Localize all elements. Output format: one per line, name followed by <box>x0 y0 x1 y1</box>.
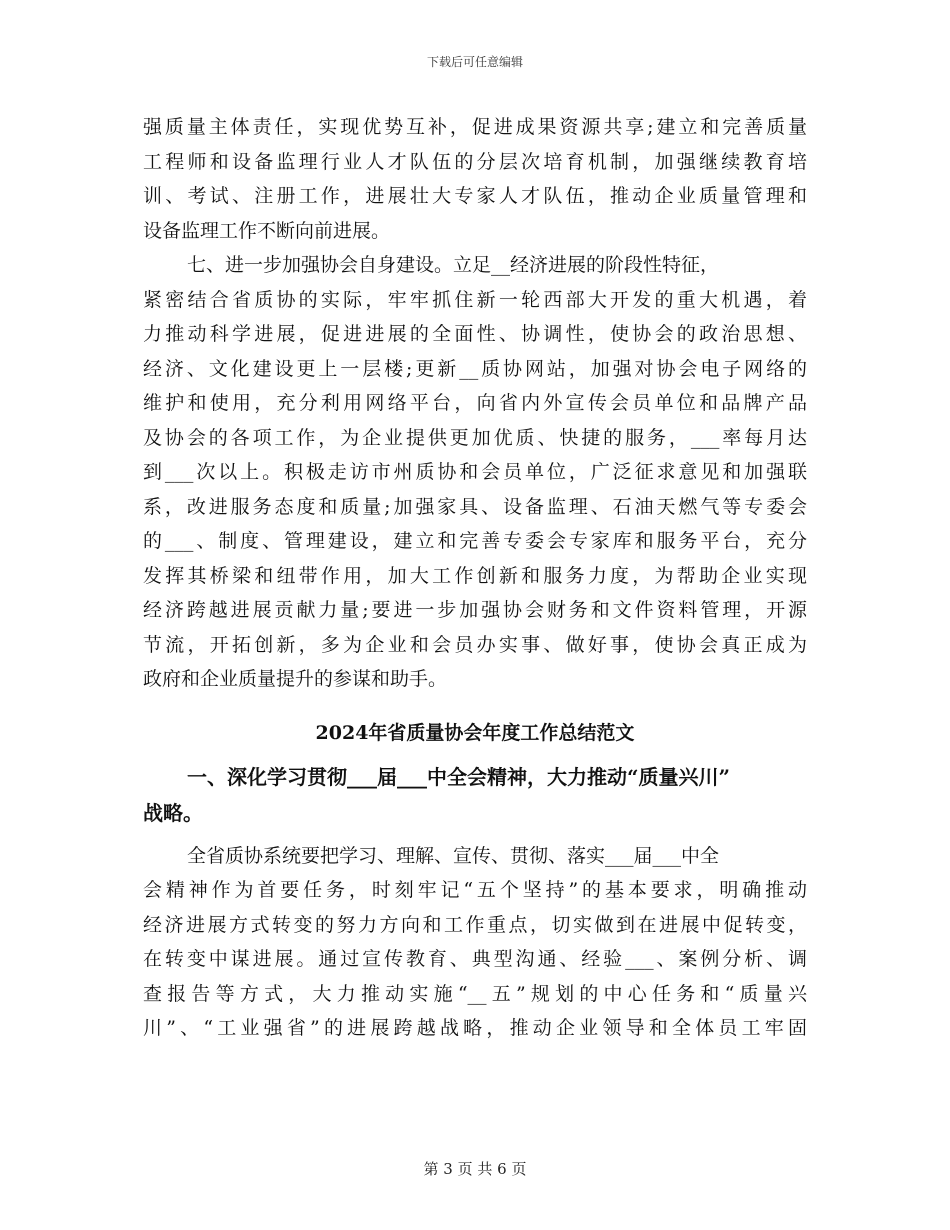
text-line: 政府和企业质量提升的参谋和助手。 <box>143 668 448 690</box>
heading-line: 一、深化学习贯彻___届___中全会精神，大力推动“质量兴川” <box>187 764 731 789</box>
text-line: 全省质协系统要把学习、理解、宣传、贯彻、落实___届___中全 <box>187 844 720 867</box>
text-line: 在转变中谋进展。通过宣传教育、典型沟通、经验___、案例分析、调 <box>143 948 807 970</box>
text-line: 力推动科学进展，促进进展的全面性、协调性，使协会的政治思想、 <box>143 323 807 345</box>
text-line: 强质量主体责任，实现优势互补，促进成果资源共享;建立和完善质量 <box>143 116 807 138</box>
text-line: 及协会的各项工作，为企业提供更加优质、快捷的服务，___率每月达 <box>143 426 807 449</box>
text-line: 的___、制度、管理建设，建立和完善专委会专家库和服务平台，充分 <box>143 530 807 552</box>
text-line: 训、考试、注册工作，进展壮大专家人才队伍，推动企业质量管理和 <box>143 185 807 207</box>
text-line: 发挥其桥梁和纽带作用，加大工作创新和服务力度，为帮助企业实现 <box>143 564 807 587</box>
document-title: 2024年省质量协会年度工作总结范文 <box>315 721 635 744</box>
text-line: 经济、文化建设更上一层楼;更新__质协网站，加强对协会电子网络的 <box>143 357 807 380</box>
paragraph-continuation <box>143 110 807 248</box>
text-line: 会精神作为首要任务，时刻牢记“五个坚持”的基本要求，明确推动 <box>143 879 807 901</box>
document-body <box>143 110 807 1046</box>
text-line: 工程师和设备监理行业人才队伍的分层次培育机制，加强继续教育培 <box>143 150 807 173</box>
text-line: 设备监理工作不断向前进展。 <box>143 219 391 242</box>
paragraph-section-seven <box>143 248 807 697</box>
text-line: 紧密结合省质协的实际，牢牢抓住新一轮西部大开发的重大机遇，着 <box>143 288 807 311</box>
text-line: 经济跨越进展贡献力量;要进一步加强协会财务和文件资料管理，开源 <box>143 599 807 621</box>
text-line: 七、进一步加强协会自身建设。立足__经济进展的阶段性特征， <box>187 254 720 276</box>
text-line: 川”、“工业强省”的进展跨越战略，推动企业领导和全体员工牢固 <box>143 1017 807 1039</box>
paragraph-section-one <box>143 839 807 1046</box>
heading-line: 战略。 <box>143 800 203 825</box>
text-line: 经济进展方式转变的努力方向和工作重点，切实做到在进展中促转变， <box>143 913 807 936</box>
page-footer: 第 3 页 共 6 页 <box>423 1160 527 1178</box>
text-line: 查报告等方式，大力推动实施“__五”规划的中心任务和“质量兴 <box>143 982 807 1005</box>
text-line: 节流，开拓创新，多为企业和会员办实事、做好事，使协会真正成为 <box>143 633 807 656</box>
text-line: 系，改进服务态度和质量;加强家具、设备监理、石油天燃气等专委会 <box>143 495 807 518</box>
page-header: 下载后可任意编辑 <box>426 55 523 69</box>
section-heading <box>143 759 807 831</box>
text-line: 到___次以上。积极走访市州质协和会员单位，广泛征求意见和加强联 <box>143 461 807 483</box>
text-line: 维护和使用，充分利用网络平台，向省内外宣传会员单位和品牌产品 <box>143 392 807 414</box>
